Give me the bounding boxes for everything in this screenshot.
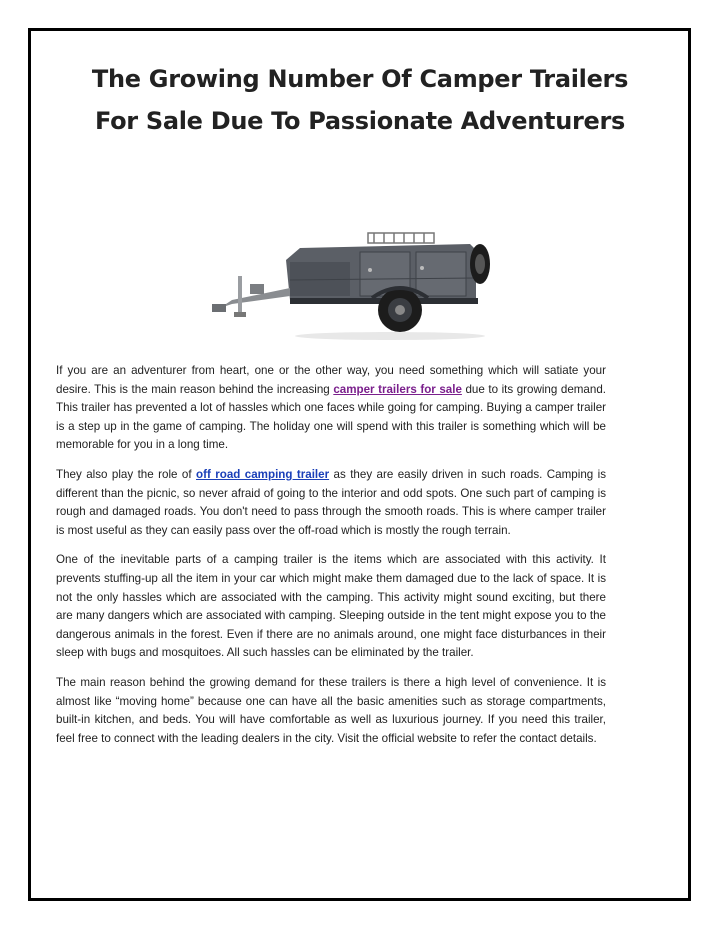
title-line-2: For Sale Due To Passionate Adventurers	[94, 107, 626, 135]
trailer-body	[286, 244, 478, 304]
title-line-1: The Growing Number Of Camper Trailers	[91, 65, 629, 93]
camper-trailer-photo	[190, 180, 500, 360]
paragraph-4: The main reason behind the growing demand for these trailers is there a high level of convenience. It is almost like “moving home” because one can have all the basic amenities such as storage compartments, built-in kitchen, and beds. You will have comfortable as well as luxurious journey. If you need this trailer, feel free to connect with the leading dealers in the city. Visit the official website to refer the contact details.	[56, 675, 606, 745]
page-title	[0, 58, 720, 142]
trailer-wheel	[372, 288, 428, 332]
spare-tyre	[470, 244, 490, 284]
paragraph-1: If you are an adventurer from heart, one or the other way, you need something which will satiate your desire. This is the main reason behind the increasing camper trailers for sale due to its growing demand. This trailer has prevented a lot of hassles which one faces while going for camping. Buying a camper trailer is a step up in the game of camping. The holiday one will spend with this trailer is something which will be memorable for you in a long time.	[56, 364, 606, 452]
article-body	[56, 362, 606, 759]
ground-shadow	[295, 332, 485, 340]
paragraph-2: They also play the role of off road camping trailer as they are easily driven in such roads. Camping is different than the picnic, so never afraid of going to the interior and odd spots. One such part of camping is rough and damaged roads. You don't need to pass through the smooth roads. This is where camper trailer is most useful as they can easily pass over the off-road which is mostly the rough terrain.	[56, 467, 607, 537]
paragraph-3: One of the inevitable parts of a camping trailer is the items which are associated with this activity. It prevents stuffing-up all the item in your car which might make them damaged due to the lack of space. It is not the only hassles which are associated with the camping. This activity might sound exciting, but there are many dangers which are associated with camping. Sleeping outside in the tent might expose you to the dangerous animals in the forest. Even if there are no animals around, one might face disturbances in their sleep with bugs and mosquitoes. All such hassles can be eliminated by the trailer.	[56, 553, 606, 660]
drawbar	[212, 276, 290, 317]
roof-rack	[368, 233, 434, 243]
camper-trailers-for-sale-link[interactable]: camper trailers for sale	[333, 382, 462, 396]
off-road-camping-trailer-link[interactable]: off road camping trailer	[196, 467, 330, 481]
